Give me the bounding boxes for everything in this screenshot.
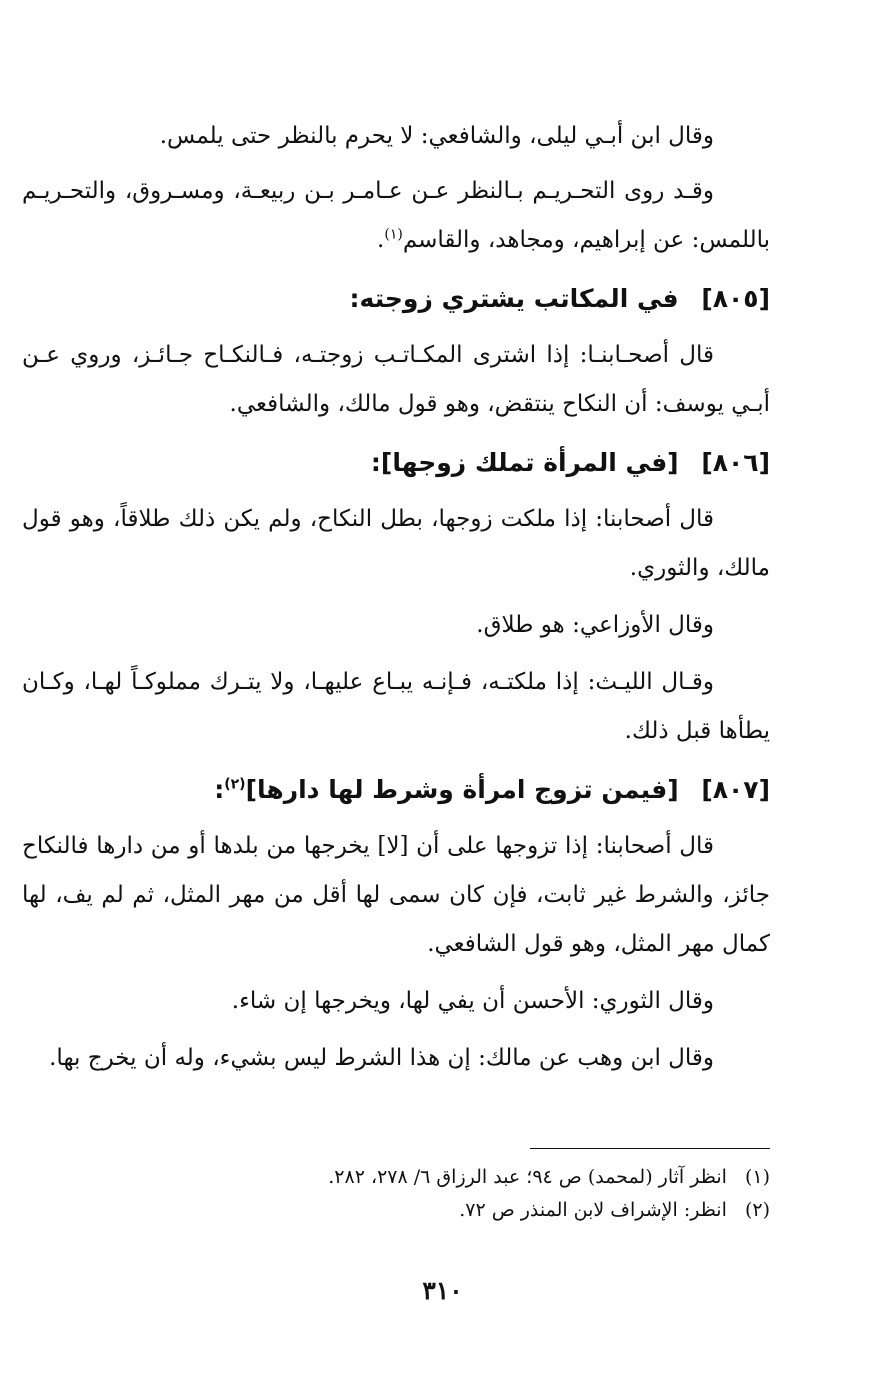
- page-number: ٣١٠: [422, 1276, 463, 1305]
- paragraph: قال أصحابنا: إذا تزوجها على أن [لا] يخرجها من بلدها أو من دارها فالنكاح جائز، والشرط غير ثابت، فإن كان سمى لها أقل من مهر المثل، ثم لم يف، لها كمال مهر المثل، وهو قول الشافعي.: [22, 833, 770, 957]
- paragraph: وقال الأوزاعي: هو طلاق.: [476, 612, 714, 638]
- paragraph: قال أصحابنا: إذا ملكت زوجها، بطل النكاح، ولم يكن ذلك طلاقاً، وهو قول مالك، والثوري.: [22, 506, 770, 581]
- paragraph-ibn-abi-layla: وقال ابن أبـي ليلى، والشافعي: لا يحرم بالنظر حتى يلمس.: [159, 123, 714, 149]
- section-number: [٨٠٦]: [701, 448, 770, 477]
- footnote-ref-2[interactable]: (٢): [224, 776, 246, 793]
- footnote-1: [22, 1161, 770, 1194]
- section-title-end: :: [214, 775, 225, 804]
- paragraph: وقال ابن وهب عن مالك: إن هذا الشرط ليس بشيء، وله أن يخرج بها.: [49, 1045, 714, 1071]
- section-number: [٨٠٥]: [701, 284, 770, 313]
- footnote-2: [22, 1194, 770, 1227]
- page-body: [22, 112, 770, 1091]
- footnote-divider: [530, 1148, 770, 1149]
- footnote-mark: (١): [744, 1166, 770, 1188]
- section-heading-807: [22, 768, 770, 812]
- section-heading-806: [22, 441, 770, 485]
- footnote-ref-1[interactable]: (١): [384, 226, 403, 243]
- section-title: [فيمن تزوج امرأة وشرط لها دارها]: [245, 775, 679, 804]
- paragraph-tahrim-end: .: [377, 227, 385, 253]
- section-number: [٨٠٧]: [701, 775, 770, 804]
- footnotes: [22, 1148, 770, 1227]
- paragraph: وقـال الليـث: إذا ملكتـه، فـإنـه يبـاع عليهـا، ولا يتـرك مملوكـاً لهـا، وكـان يطأها قبل ذلك.: [22, 669, 770, 744]
- section-title: [في المرأة تملك زوجها]:: [370, 448, 679, 477]
- footnote-text: انظر: الإشراف لابن المنذر ص ٧٢.: [459, 1199, 727, 1221]
- paragraph: وقال الثوري: الأحسن أن يفي لها، ويخرجها إن شاء.: [231, 988, 714, 1014]
- paragraph-tahrim: [22, 167, 770, 265]
- footnote-mark: (٢): [744, 1199, 770, 1221]
- paragraph: قال أصحـابنـا: إذا اشترى المكـاتـب زوجتـه، فـالنكـاح جـائـز، وروي عـن أبـي يوسف: أن النكاح ينتقض، وهو قول مالك، والشافعي.: [22, 342, 770, 417]
- section-heading-805: [22, 277, 770, 321]
- section-title: في المكاتب يشتري زوجته:: [349, 284, 679, 313]
- footnote-text: انظر آثار (لمحمد) ص ٩٤؛ عبد الرزاق ٦/ ٢٧٨، ٢٨٢.: [328, 1166, 727, 1188]
- paragraph-tahrim-text: وقـد روى التحـريـم بـالنظر عـن عـامـر بـن ربيعـة، ومسـروق، والتحـريـم باللمس: عن إبراهيم، ومجاهد، والقاسم: [22, 178, 770, 253]
